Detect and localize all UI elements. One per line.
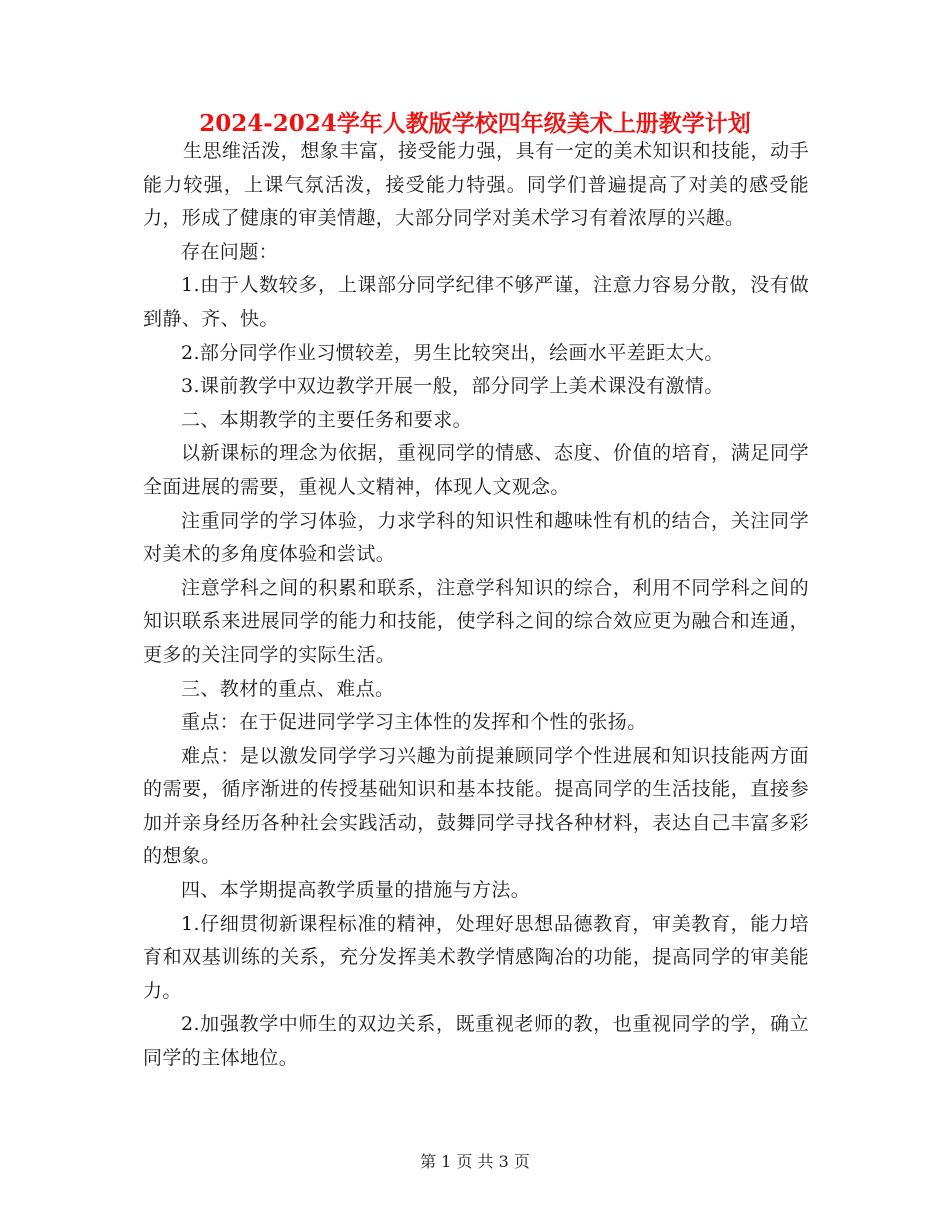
- page-number-footer: 第 1 页 共 3 页: [420, 1152, 530, 1171]
- document-body: [143, 135, 809, 1076]
- paragraph-student-overview: 生思维活泼，想象丰富，接受能力强，具有一定的美术知识和技能，动手能力较强，上课气氛活泼，接受能力特强。同学们普遍提高了对美的感受能力，形成了健康的审美情趣，大部分同学对美术学习有着浓厚的兴趣。: [143, 140, 809, 230]
- paragraph-key-point: 重点：在于促进同学学习主体性的发挥和个性的张扬。: [181, 711, 647, 734]
- paragraph-problem-1: 1.由于人数较多，上课部分同学纪律不够严谨，注意力容易分散，没有做到静、齐、快。: [143, 274, 809, 330]
- paragraph-problem-3: 3.课前教学中双边教学开展一般，部分同学上美术课没有激情。: [181, 375, 724, 398]
- paragraph-task-3: 注意学科之间的积累和联系，注意学科知识的综合，利用不同学科之间的知识联系来进展同学的能力和技能，使学科之间的综合效应更为融合和连通，更多的关注同学的实际生活。: [143, 576, 809, 666]
- section-heading-measures: 四、本学期提高教学质量的措施与方法。: [181, 879, 531, 902]
- paragraph-task-2: 注重同学的学习体验，力求学科的知识性和趣味性有机的结合，关注同学对美术的多角度体验和尝试。: [143, 509, 809, 566]
- section-heading-key-points: 三、教材的重点、难点。: [181, 677, 395, 700]
- paragraph-difficult-point: 难点：是以激发同学学习兴趣为前提兼顾同学个性进展和知识技能两方面的需要，循序渐进的传授基础知识和基本技能。提高同学的生活技能，直接参加并亲身经历各种社会实践活动，鼓舞同学寻找各种材料，表达自己丰富多彩的想象。: [143, 744, 809, 868]
- document-title: 2024-2024学年人教版学校四年级美术上册教学计划: [199, 110, 751, 137]
- paragraph-task-1: 以新课标的理念为依据，重视同学的情感、态度、价值的培育，满足同学全面进展的需要，重视人文精神，体现人文观念。: [143, 442, 809, 498]
- paragraph-existing-problems-heading: 存在问题：: [181, 240, 279, 263]
- paragraph-problem-2: 2.部分同学作业习惯较差，男生比较突出，绘画水平差距太大。: [181, 341, 724, 364]
- paragraph-measure-2: 2.加强教学中师生的双边关系，既重视老师的教，也重视同学的学，确立同学的主体地位。: [143, 1013, 809, 1070]
- paragraph-measure-1: 1.仔细贯彻新课程标准的精神，处理好思想品德教育，审美教育，能力培育和双基训练的关系，充分发挥美术教学情感陶冶的功能，提高同学的审美能力。: [143, 912, 809, 1002]
- section-heading-tasks: 二、本期教学的主要任务和要求。: [181, 408, 473, 431]
